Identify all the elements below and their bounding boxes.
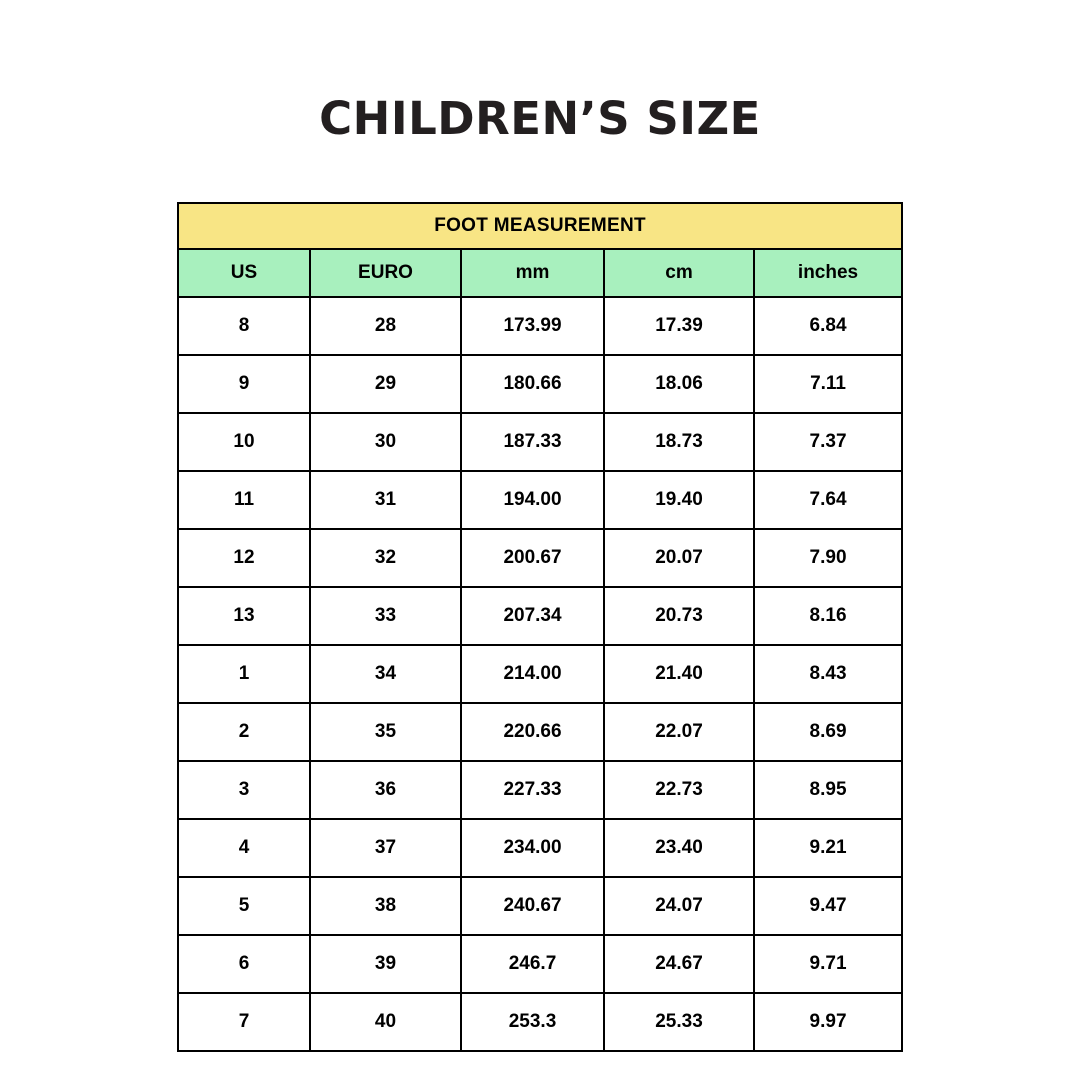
table-row [178,297,902,355]
cell-euro: 37 [310,819,461,877]
cell-mm: 234.00 [461,819,604,877]
table-body [178,297,902,1051]
cell-mm: 253.3 [461,993,604,1051]
table-row [178,355,902,413]
cell-inches: 7.37 [754,413,902,471]
cell-us: 1 [178,645,310,703]
column-header-row [178,249,902,297]
cell-euro: 40 [310,993,461,1051]
cell-us: 7 [178,993,310,1051]
column-header-mm: mm [461,249,604,297]
cell-euro: 32 [310,529,461,587]
cell-cm: 18.73 [604,413,754,471]
table-row [178,993,902,1051]
cell-cm: 20.07 [604,529,754,587]
cell-euro: 30 [310,413,461,471]
cell-mm: 227.33 [461,761,604,819]
cell-us: 9 [178,355,310,413]
cell-euro: 29 [310,355,461,413]
cell-mm: 200.67 [461,529,604,587]
cell-us: 6 [178,935,310,993]
table-row [178,645,902,703]
cell-cm: 17.39 [604,297,754,355]
page-title: CHILDREN’S SIZE [319,92,761,145]
cell-cm: 25.33 [604,993,754,1051]
table-row [178,819,902,877]
cell-mm: 207.34 [461,587,604,645]
cell-cm: 22.73 [604,761,754,819]
cell-cm: 23.40 [604,819,754,877]
cell-mm: 180.66 [461,355,604,413]
cell-us: 5 [178,877,310,935]
column-header-inches: inches [754,249,902,297]
cell-euro: 38 [310,877,461,935]
cell-euro: 33 [310,587,461,645]
table-header [178,203,902,297]
cell-mm: 187.33 [461,413,604,471]
cell-euro: 35 [310,703,461,761]
cell-inches: 8.43 [754,645,902,703]
cell-us: 11 [178,471,310,529]
cell-us: 3 [178,761,310,819]
cell-inches: 7.11 [754,355,902,413]
cell-mm: 240.67 [461,877,604,935]
cell-mm: 173.99 [461,297,604,355]
cell-euro: 39 [310,935,461,993]
cell-mm: 194.00 [461,471,604,529]
cell-cm: 18.06 [604,355,754,413]
cell-cm: 20.73 [604,587,754,645]
cell-inches: 9.21 [754,819,902,877]
cell-us: 12 [178,529,310,587]
cell-inches: 9.97 [754,993,902,1051]
cell-inches: 8.16 [754,587,902,645]
cell-cm: 21.40 [604,645,754,703]
cell-us: 13 [178,587,310,645]
cell-euro: 36 [310,761,461,819]
size-chart-container [177,202,901,1052]
foot-measurement-banner: FOOT MEASUREMENT [178,203,902,249]
table-row [178,761,902,819]
cell-cm: 24.07 [604,877,754,935]
column-header-cm: cm [604,249,754,297]
cell-cm: 24.67 [604,935,754,993]
cell-inches: 7.64 [754,471,902,529]
cell-euro: 34 [310,645,461,703]
cell-us: 8 [178,297,310,355]
cell-inches: 9.71 [754,935,902,993]
cell-euro: 31 [310,471,461,529]
cell-us: 10 [178,413,310,471]
cell-us: 4 [178,819,310,877]
table-row [178,877,902,935]
table-row [178,529,902,587]
cell-inches: 7.90 [754,529,902,587]
cell-inches: 6.84 [754,297,902,355]
cell-cm: 22.07 [604,703,754,761]
table-row [178,587,902,645]
size-chart-table [177,202,903,1052]
cell-us: 2 [178,703,310,761]
cell-inches: 8.95 [754,761,902,819]
cell-mm: 246.7 [461,935,604,993]
banner-row [178,203,902,249]
table-row [178,413,902,471]
table-row [178,471,902,529]
cell-mm: 220.66 [461,703,604,761]
cell-inches: 8.69 [754,703,902,761]
column-header-us: US [178,249,310,297]
cell-cm: 19.40 [604,471,754,529]
cell-euro: 28 [310,297,461,355]
column-header-euro: EURO [310,249,461,297]
cell-mm: 214.00 [461,645,604,703]
table-row [178,935,902,993]
cell-inches: 9.47 [754,877,902,935]
table-row [178,703,902,761]
